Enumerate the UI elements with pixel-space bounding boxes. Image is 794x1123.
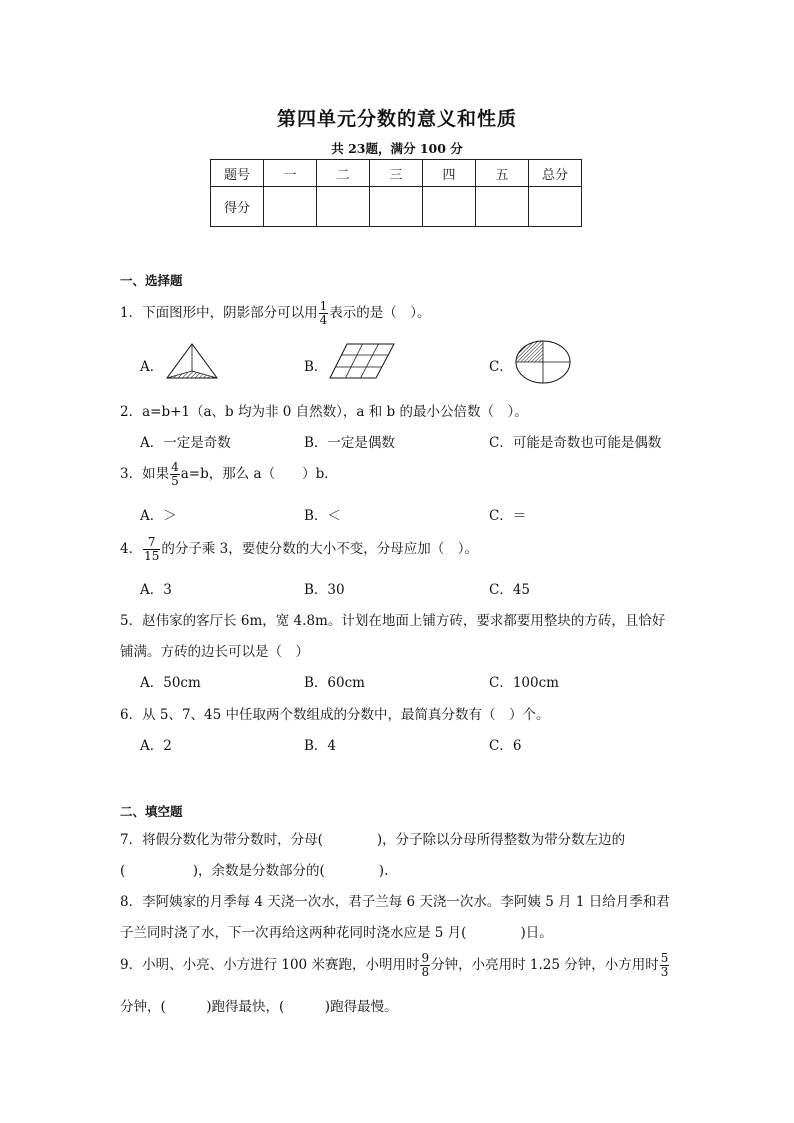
fraction bbox=[319, 300, 329, 327]
question-9-line-1 bbox=[120, 952, 670, 979]
question-text: 表示的是（ ）。 bbox=[329, 305, 431, 321]
option-b[interactable]: B．4 bbox=[304, 738, 337, 754]
section-heading-choice: 一、选择题 bbox=[120, 273, 183, 288]
option-c[interactable]: C． bbox=[489, 359, 513, 375]
question-8-line-1: 8．李阿姨家的月季每 4 天浇一次水，君子兰每 6 天浇一次水。李阿姨 5 月 1 日给月季和君 bbox=[120, 894, 670, 910]
question-6: 6．从 5、7、45 中任取两个数组成的分数中，最简真分数有（ ）个。 bbox=[120, 707, 550, 723]
numerator: 7 bbox=[143, 536, 160, 550]
score-input-cell[interactable] bbox=[476, 187, 529, 227]
triangle-figure bbox=[166, 343, 218, 379]
option-a[interactable]: A．一定是奇数 bbox=[140, 435, 231, 451]
circle-figure bbox=[514, 340, 572, 384]
question-text: 1．下面图形中，阴影部分可以用 bbox=[120, 305, 318, 321]
denominator: 4 bbox=[319, 313, 328, 327]
option-a[interactable]: A．2 bbox=[140, 738, 172, 754]
numerator: 9 bbox=[421, 951, 430, 965]
question-5-line-1: 5．赵伟家的客厅长 6m，宽 4.8m。计划在地面上铺方砖，要求都要用整块的方砖，且恰好 bbox=[120, 613, 666, 629]
option-a[interactable]: A．＞ bbox=[140, 508, 177, 524]
numerator: 4 bbox=[171, 460, 179, 474]
option-a[interactable]: A．3 bbox=[140, 582, 172, 598]
score-input-cell[interactable] bbox=[317, 187, 370, 227]
question-3 bbox=[120, 461, 338, 488]
score-input-cell[interactable] bbox=[370, 187, 423, 227]
fraction bbox=[420, 952, 430, 979]
score-table-score-row bbox=[211, 187, 582, 227]
page-title: 第四单元分数的意义和性质 bbox=[276, 108, 517, 130]
option-b[interactable]: B．一定是偶数 bbox=[304, 435, 395, 451]
score-cell: 四 bbox=[423, 160, 476, 187]
parallelogram-figure bbox=[329, 343, 395, 379]
question-text: 9．小明、小亮、小方进行 100 米赛跑，小明用时 bbox=[120, 957, 420, 973]
fraction bbox=[143, 536, 160, 563]
question-7-line-2: ( )，余数是分数部分的( ). bbox=[120, 863, 389, 879]
question-8-line-2: 子兰同时浇了水，下一次再给这两种花同时浇水应是 5 月( )日。 bbox=[120, 925, 553, 941]
question-2: 2．a=b+1（a、b 均为非 0 自然数），a 和 b 的最小公倍数（ ）。 bbox=[120, 404, 528, 420]
score-cell: 题号 bbox=[211, 160, 264, 187]
option-c[interactable]: C．可能是奇数也可能是偶数 bbox=[489, 435, 662, 451]
score-input-cell[interactable] bbox=[529, 187, 582, 227]
option-c[interactable]: C．6 bbox=[489, 738, 522, 754]
score-cell: 三 bbox=[370, 160, 423, 187]
section-heading-fill: 二、填空题 bbox=[120, 804, 183, 819]
question-4 bbox=[120, 536, 478, 563]
score-table bbox=[210, 159, 582, 227]
question-7-line-1: 7．将假分数化为带分数时，分母( )，分子除以分母所得整数为带分数左边的 bbox=[120, 832, 626, 848]
fraction bbox=[170, 461, 180, 488]
numerator: 1 bbox=[319, 299, 328, 313]
score-cell: 得分 bbox=[211, 187, 264, 227]
fraction bbox=[660, 952, 670, 979]
score-cell: 二 bbox=[317, 160, 370, 187]
option-c[interactable]: C．＝ bbox=[489, 508, 527, 524]
denominator: 15 bbox=[144, 549, 160, 563]
score-input-cell[interactable] bbox=[264, 187, 317, 227]
score-cell: 五 bbox=[476, 160, 529, 187]
score-table-header-row bbox=[211, 160, 582, 187]
denominator: 3 bbox=[660, 965, 669, 979]
option-a[interactable]: A． bbox=[140, 359, 164, 375]
question-text: 4． bbox=[120, 541, 143, 557]
question-1 bbox=[120, 300, 430, 327]
option-c[interactable]: C．100cm bbox=[489, 675, 559, 691]
question-5-line-2: 铺满。方砖的边长可以是（ ） bbox=[120, 644, 309, 660]
option-b[interactable]: B．30 bbox=[304, 582, 345, 598]
question-text: a=b，那么 a（ ）b． bbox=[180, 466, 338, 482]
option-b[interactable]: B．60cm bbox=[304, 675, 365, 691]
option-b[interactable]: B．＜ bbox=[304, 508, 341, 524]
question-text: 的分子乘 3，要使分数的大小不变，分母应加（ ）。 bbox=[161, 541, 479, 557]
denominator: 5 bbox=[171, 474, 179, 488]
score-cell: 总分 bbox=[529, 160, 582, 187]
option-b[interactable]: B． bbox=[304, 359, 328, 375]
question-text: 分钟，小亮用时 1.25 分钟，小方用时 bbox=[431, 957, 659, 973]
option-c[interactable]: C．45 bbox=[489, 582, 531, 598]
option-a[interactable]: A．50cm bbox=[140, 675, 201, 691]
score-cell: 一 bbox=[264, 160, 317, 187]
page-subtitle: 共 23题，满分 100 分 bbox=[331, 141, 463, 156]
score-input-cell[interactable] bbox=[423, 187, 476, 227]
question-9-line-2: 分钟，( )跑得最快，( )跑得最慢。 bbox=[120, 999, 398, 1015]
numerator: 5 bbox=[660, 951, 669, 965]
denominator: 8 bbox=[421, 965, 430, 979]
question-text: 3．如果 bbox=[120, 466, 170, 482]
